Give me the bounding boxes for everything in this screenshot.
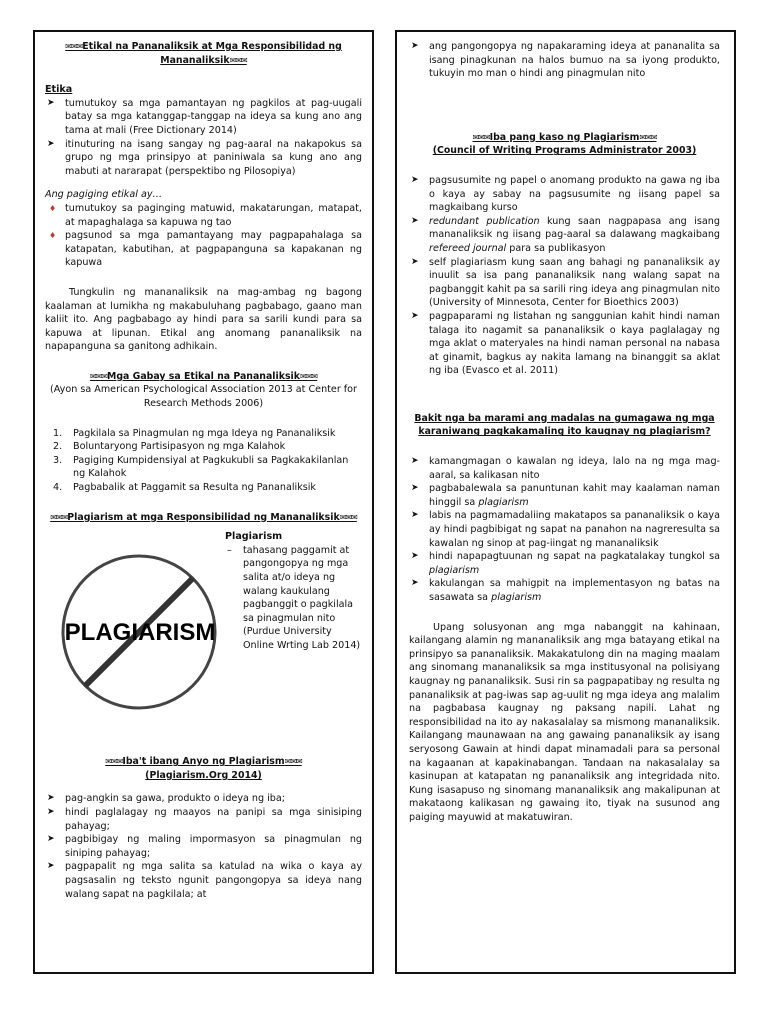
- plagiarism-definition: Plagiarism – tahasang paggamit at pangongopya ng mga salita at/o ideya ng walang kaukulang pagbanggit o pagkilala sa pinagmulan nito (Purdue University Online Wrting Lab 2014): [225, 530, 363, 652]
- list-item: ➤ pagpapalit ng mga salita sa katulad na wika o kaya ay pagsasalin ng teksto ngunit pangongopya sa ideya nang walang sapat na pagkilala; at: [47, 861, 362, 900]
- anyo-list-continued: [409, 40, 720, 81]
- list-item: ➤ tumutukoy sa mga pamantayan ng pagkilos at pag-uugali batay sa mga katanggap-tanggap na ideya sa kung ano ang tama at mali (Free Dictionary 2014): [47, 97, 362, 136]
- list-item: ➤ labis na pagmamadaliing makatapos sa pananaliksik o kaya ay hindi pagbibigat ng sapat na panahon na nagreresulta sa kawalan ng sinop at pag-iingat ng mananaliksik: [411, 510, 720, 549]
- arrow-bullet-icon: ➤: [411, 456, 419, 467]
- list-item: ➤ hindi napapagtuunan ng sapat na pagkatalakay tungkol sa plagiarism: [411, 551, 720, 576]
- no-plagiarism-icon: [49, 546, 231, 716]
- list-item: 2. Boluntaryong Partisipasyon ng mga Kalahok: [53, 441, 286, 453]
- list-item: ➤ pagpaparami ng listahan ng sanggunian kahit hindi naman talaga ito nagamit sa pananaliksik o kaya paglalagay ng mga aklat o materyales na hindi naman personal na nabasa at ginamit, bagkus ay nakita lamang na binanggit sa aklat ng iba (Evasco et al. 2011): [411, 310, 720, 377]
- list-item: ♦ tumutukoy sa paginging matuwid, makatarungan, matapat, at mapaghalaga sa kapuwa ng tao: [49, 202, 362, 228]
- arrow-bullet-icon: ➤: [411, 551, 419, 562]
- list-item: 1. Pagkilala sa Pinagmulan ng mga Ideya ng Pananaliksik: [53, 427, 336, 439]
- etika-list: [45, 97, 362, 179]
- decoration-icon: ✉✉✉: [299, 371, 318, 381]
- bakit-list: [409, 455, 720, 605]
- left-panel: [33, 30, 374, 974]
- arrow-bullet-icon: ➤: [411, 578, 419, 589]
- anyo-heading: ✉✉✉Iba't ibang Anyo ng Plagiarism✉✉✉: [105, 756, 302, 768]
- plagiarism-definition-block: [45, 530, 362, 755]
- list-item: ➤ pagsusumite ng papel o anomang produkto na gawa ng iba o kaya ay sabay na pagsusumite ng iisang papel sa magkaibang kurso: [411, 174, 720, 214]
- list-item: ➤ itinuturing na isang sangay ng pag-aaral na nakapokus sa grupo ng mga prinsipyo at paniniwala sa kung ano ang mabuti at nararapat (perspektibo ng Pilosopiya): [47, 138, 362, 177]
- arrow-bullet-icon: ➤: [411, 256, 419, 267]
- flag-bullet-icon: ♦: [49, 203, 57, 213]
- list-item: ➤ pagbabalewala sa panuntunan kahit may kaalaman naman hinggil sa plagiarism: [411, 483, 720, 508]
- pagiging-list: [45, 202, 362, 270]
- list-item: ➤ hindi paglalagay ng maayos na panipi sa mga sinisiping pahayag;: [47, 807, 362, 832]
- arrow-bullet-icon: ➤: [411, 510, 419, 521]
- arrow-bullet-icon: ➤: [411, 310, 419, 321]
- plagiarism-def-text: tahasang paggamit at pangongopya ng mga salita at/o ideya ng walang kaukulang pagbanggit o pagkilala sa pinagmulan nito (Purdue University Online Wrting Lab 2014): [243, 544, 361, 651]
- decoration-icon: ✉✉✉: [65, 42, 83, 51]
- list-item: ➤ self plagiariasm kung saan ang bahagi ng pananaliksik ay inuulit sa isa pang pananaliksik nang walang sapat na pagbanggit kahit pa sa sarili ring ideya ang pinagmulan nito (University of Minnesota, Center for Bioethics 2003): [411, 256, 720, 309]
- plag-resp-heading: ✉✉✉Plagiarism at mga Responsibilidad ng Mananaliksik✉✉✉: [50, 511, 357, 523]
- title-heading: [45, 40, 362, 67]
- gabay-list: [45, 427, 362, 495]
- list-item: ➤ pagbibigay ng maling impormasyon sa pinagmulan ng siniping pahayag;: [47, 834, 362, 859]
- arrow-bullet-icon: ➤: [47, 97, 55, 108]
- arrow-bullet-icon: ➤: [47, 834, 55, 845]
- anyo-list: [45, 792, 362, 901]
- tungkulin-paragraph: Tungkulin ng mananaliksik na mag-ambag ng bagong kaalaman at lumikha ng makabuluhang pagbabago, gaano man kaliit ito. Ang pagbabago ay hindi para sa sarili kundi para sa kapuwa at lipunan. Etikal ang anomang pananaliksik na napapanguna sa ganitong adhikain.: [45, 286, 362, 353]
- decoration-icon: ✉✉✉: [472, 132, 490, 142]
- list-item: 3. Pagiging Kumpidensiyal at Pagkukubli sa Pagkakakilanlan ng Kalahok: [53, 454, 349, 480]
- arrow-bullet-icon: ➤: [47, 807, 55, 817]
- plagiarism-def-title: Plagiarism: [225, 531, 283, 543]
- pagiging-heading: Ang pagiging etikal ay…: [45, 189, 163, 201]
- list-item: ➤ pag-angkin sa gawa, produkto o ideya ng iba;: [47, 793, 286, 805]
- anyo-source: (Plagiarism.Org 2014): [145, 769, 262, 781]
- list-item: 4. Pagbabalik at Paggamit sa Resulta ng Pananaliksik: [53, 482, 316, 494]
- kaso-source: (Council of Writing Programs Administrator 2003): [432, 145, 697, 157]
- arrow-bullet-icon: ➤: [47, 138, 55, 149]
- arrow-bullet-icon: ➤: [411, 174, 419, 185]
- list-item: ➤ ang pangongopya ng napakaraming ideya at pananalita sa isang pinagkunan na halos bumuo na sa iyong produkto, tukuyin mo man o hindi ang pinagmulan nito: [411, 41, 720, 80]
- title-text: Etikal na Pananaliksik at Mga Responsibilidad ng Mananaliksik: [82, 41, 342, 66]
- etika-heading: Etika: [45, 84, 73, 96]
- arrow-bullet-icon: ➤: [47, 793, 55, 804]
- decoration-icon: ✉✉✉: [105, 757, 123, 767]
- list-item: ➤ redundant publication kung saan nagpapasa ang isang mananaliksik ng iisang pag-aaral sa dalawang magkaibang refereed journal para sa publikasyon: [411, 215, 720, 254]
- kaso-heading: ✉✉✉Iba pang kaso ng Plagiarism✉✉✉: [472, 131, 657, 143]
- gabay-heading: ✉✉✉Mga Gabay sa Etikal na Pananaliksik✉✉✉: [89, 370, 318, 382]
- decoration-icon: ✉✉✉: [89, 371, 107, 381]
- flag-bullet-icon: ♦: [49, 231, 57, 241]
- decoration-icon: ✉✉✉: [639, 132, 657, 142]
- decoration-icon: ✉✉✉: [229, 55, 247, 65]
- decoration-icon: ✉✉✉: [284, 757, 302, 767]
- arrow-bullet-icon: ➤: [411, 215, 419, 226]
- list-item: ➤ kakulangan sa mahigpit na implementasyon ng batas na sasawata sa plagiarism: [411, 578, 720, 603]
- bakit-heading: Bakit nga ba marami ang madalas na gumagawa ng mga karaniwang pagkakamaling ito kaugnay ng plagiarism?: [414, 412, 715, 438]
- arrow-bullet-icon: ➤: [47, 861, 55, 872]
- gabay-source: (Ayon sa American Psychological Association 2013 at Center for Research Methods 2006): [50, 384, 357, 410]
- decoration-icon: ✉✉✉: [339, 512, 357, 522]
- plagiarism-image-text: PLAGIARISM: [64, 619, 216, 647]
- decoration-icon: ✉✉✉: [50, 512, 68, 522]
- closing-paragraph: Upang solusyonan ang mga nabanggit na kahinaan, kailangang alamin ng mananaliksik ang mga batayang etikal na prinsipyo sa pananaliksik. Makakatulong din na maging maalam ang sinomang mananaliksik sa mga institusyonal na polisiyang kaugnay ng pananaliksik. Susi rin sa pagpapatibay ng resulta ng pananaliksik at pag-iwas sap ag-uulit ng mga ideya ang malalim na pagbabasa kaugnay ng paksang napili. Lahat ng responsibilidad na ito ay nakasalalay sa mismong mananaliksik. Kailangang maunawaan na ang gawaing pananaliksik ay isang seryosong Gawain at hindi dapat minamadali para sa personal na kagaanan at kapakinabangan. Tandaan na nakasalalay sa kasinupan at katapatan ng pananaliksik ang integridada nito. Kung isasapuso ng sinomang mananaliksik ang makalipunan at makataong kalikasan ng gawaing ito, tiyak na susunod ang paiging mayuwid at makatuwiran.: [409, 621, 720, 823]
- list-item: ♦ pagsunod sa mga pamantayang may pagpapahalaga sa katapatan, kabutihan, at pagpapanguna sa kapakanan ng kapuwa: [49, 230, 362, 269]
- arrow-bullet-icon: ➤: [411, 41, 419, 51]
- right-panel: [395, 30, 736, 974]
- list-item: ➤ kamangmagan o kawalan ng ideya, lalo na ng mga mag-aaral, sa kalikasan nito: [411, 456, 720, 481]
- kaso-list: [409, 174, 720, 378]
- arrow-bullet-icon: ➤: [411, 483, 419, 494]
